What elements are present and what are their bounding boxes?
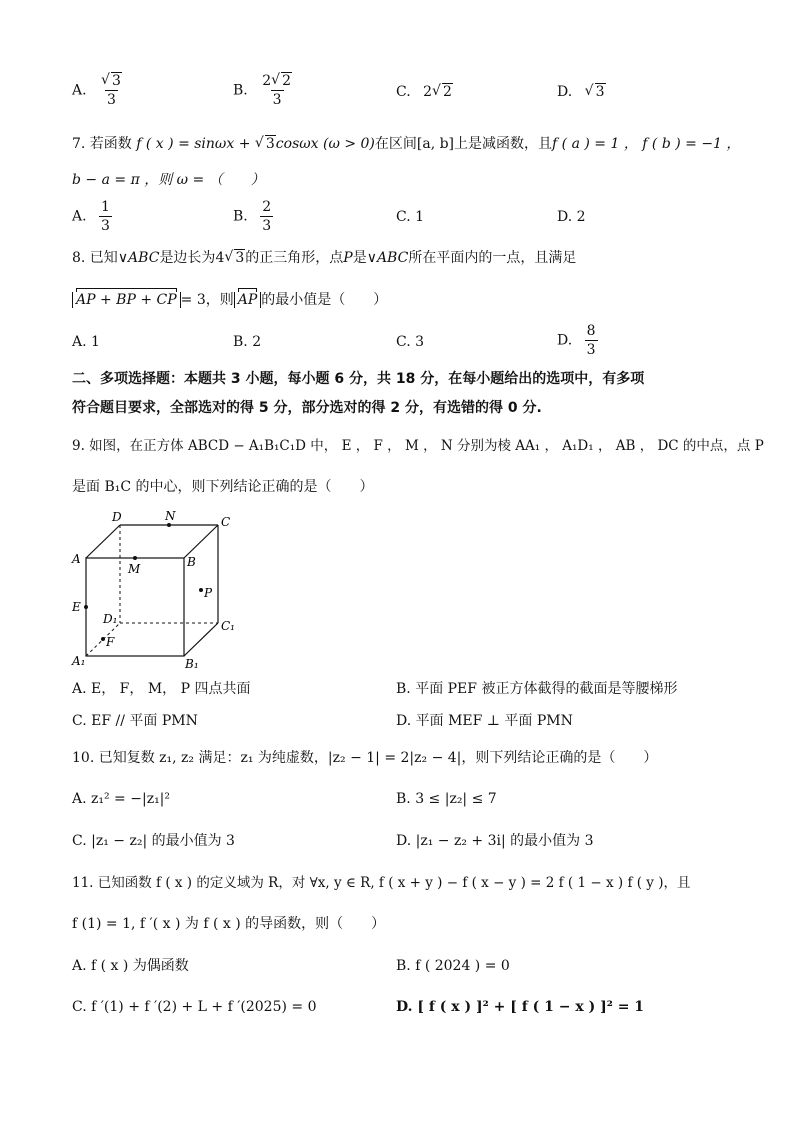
cube-figure	[70, 508, 250, 678]
q7-stem-line1: 7. 若函数 f ( x ) = sinωx + √ 3cosωx (ω > 0)在区间[a, b]上是减函数，且f ( a ) = 1 ， f ( b ) = −1 ，	[72, 134, 740, 154]
q11-stem-line2: f (1) = 1, f ′( x ) 为 f ( x ) 的导函数，则（ ）	[72, 916, 386, 932]
point-m	[133, 556, 137, 560]
q6-option-c: C. 2√ 2	[396, 82, 453, 102]
q9-stem-line2: 是面 B₁C 的中心，则下列结论正确的是（ ）	[72, 479, 374, 495]
q10-option-a: A. z₁² = −|z₁|²	[72, 791, 171, 807]
q7-option-d: D. 2	[557, 209, 586, 225]
section2-heading-line1: 二、多项选择题：本题共 3 小题，每小题 6 分，共 18 分，在每小题给出的选项中，有多项	[72, 371, 645, 387]
q8-option-a: A. 1	[72, 334, 100, 350]
q6-option-a: A. √ $\frac{3}{3}$	[72, 72, 124, 109]
q9-option-c: C. EF // 平面 PMN	[72, 713, 198, 729]
label-b: B	[187, 555, 196, 569]
label-b1: B₁	[185, 657, 199, 671]
point-p	[199, 588, 203, 592]
q10-option-b: B. 3 ≤ |z₂| ≤ 7	[396, 791, 497, 807]
q7-option-a: A. $\frac{1}{3}$	[72, 199, 110, 234]
q7-option-c: C. 1	[396, 209, 425, 225]
q11-option-a: A. f ( x ) 为偶函数	[72, 958, 189, 974]
q8-option-b: B. 2	[233, 334, 262, 350]
edge-bc	[184, 525, 218, 558]
label-p: P	[204, 586, 213, 600]
point-f	[101, 637, 105, 641]
point-n	[167, 523, 171, 527]
q9-option-d: D. 平面 MEF ⊥ 平面 PMN	[396, 713, 573, 729]
label-m: M	[128, 562, 141, 576]
q7-option-b: B. $\frac{2}{3}$	[233, 199, 272, 234]
label-d1: D₁	[103, 612, 118, 626]
label-n: N	[165, 509, 176, 523]
q10-stem: 10. 已知复数 z₁, z₂ 满足：z₁ 为纯虚数，|z₂ − 1| = 2|z₂ − 4|，则下列结论正确的是（ ）	[72, 750, 658, 766]
label-d: D	[112, 510, 122, 524]
edge-b1c1	[184, 623, 218, 656]
q11-option-c: C. f ′(1) + f ′(2) + L + f ′(2025) = 0	[72, 999, 317, 1015]
point-e	[84, 605, 88, 609]
label-f: F	[106, 635, 115, 649]
q11-option-b: B. f ( 2024 ) = 0	[396, 958, 510, 974]
label-c1: C₁	[221, 619, 235, 633]
q9-option-b: B. 平面 PEF 被正方体截得的截面是等腰梯形	[396, 681, 678, 697]
q7-stem-line2: b − a = π ，则 ω = （ ）	[72, 172, 265, 188]
q10-option-c: C. |z₁ − z₂| 的最小值为 3	[72, 833, 235, 849]
label-e: E	[72, 600, 81, 614]
q9-option-a: A. E， F， M， P 四点共面	[72, 681, 251, 697]
edge-ad	[86, 525, 120, 558]
section2-heading-line2: 符合题目要求，全部选对的得 5 分，部分选对的得 2 分，有选错的得 0 分.	[72, 400, 542, 416]
label-c: C	[221, 515, 231, 529]
q8-stem-line1: 8. 已知∨ABC是边长为4√ 3的正三角形，点P是∨ABC所在平面内的一点，且满足	[72, 248, 576, 268]
q9-stem-line1: 9. 如图，在正方体 ABCD − A₁B₁C₁D 中， E ， F ， M ， N 分别为棱 AA₁ ， A₁D₁ ， AB ， DC 的中点，点 P	[72, 438, 764, 454]
q8-option-c: C. 3	[396, 334, 425, 350]
q8-stem-line2: AP + BP + CP = 3，则 AP 的最小值是（ ）	[72, 290, 387, 310]
q6-option-d: D. √ 3	[557, 82, 606, 102]
q6-option-b: B. $\frac{2√ 2}{3}$	[233, 72, 294, 109]
q10-option-d: D. |z₁ − z₂ + 3i| 的最小值为 3	[396, 833, 594, 849]
q11-option-d: D. [ f ( x ) ]² + [ f ( 1 − x ) ]² = 1	[396, 999, 645, 1015]
q11-stem-line1: 11. 已知函数 f ( x ) 的定义域为 R，对 ∀x, y ∈ R, f ( x + y ) − f ( x − y ) = 2 f ( 1 − x ) f ( y )，且	[72, 875, 691, 891]
q8-option-d: D. $\frac{8}{3}$	[557, 323, 596, 358]
label-a: A	[72, 552, 81, 566]
label-a1: A₁	[72, 654, 86, 668]
